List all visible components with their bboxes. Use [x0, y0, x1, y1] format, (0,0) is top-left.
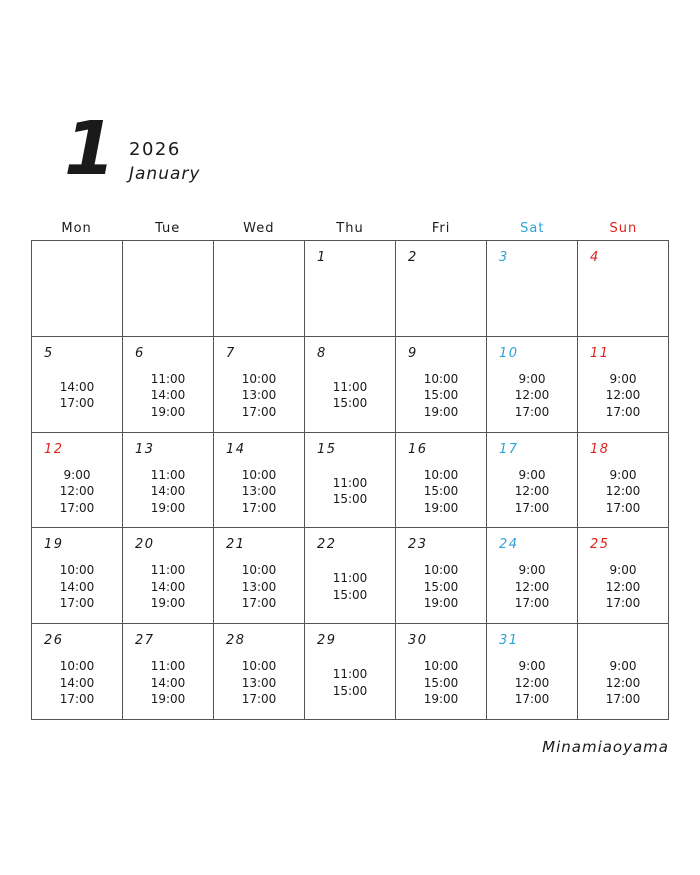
day-number: 11	[590, 345, 610, 361]
day-number: 20	[135, 537, 155, 553]
time-slot: 9:00	[518, 659, 546, 674]
calendar-cell	[578, 528, 669, 624]
time-slot: 17:00	[514, 596, 550, 611]
weekday-mon: Mon	[61, 221, 92, 236]
time-slot-list	[305, 666, 395, 699]
calendar-cell	[123, 337, 214, 433]
time-slot: 15:00	[423, 675, 459, 690]
calendar-cell	[214, 624, 305, 720]
day-number: 23	[408, 537, 428, 553]
time-slot: 17:00	[514, 500, 550, 515]
day-number: 5	[44, 345, 54, 361]
time-slot-list	[305, 379, 395, 412]
weekday-thu: Thu	[336, 221, 364, 236]
calendar-cell	[214, 433, 305, 529]
day-number: 17	[499, 441, 519, 457]
day-number: 13	[135, 441, 155, 457]
calendar-cell	[305, 241, 396, 337]
time-slot: 19:00	[423, 692, 459, 707]
time-slot: 9:00	[518, 371, 546, 386]
calendar-cell	[487, 528, 578, 624]
time-slot: 17:00	[605, 404, 641, 419]
time-slot-list	[214, 562, 304, 612]
time-slot: 19:00	[423, 596, 459, 611]
time-slot-list	[32, 379, 122, 412]
time-slot: 15:00	[332, 492, 368, 507]
calendar-cell	[32, 528, 123, 624]
day-number: 8	[317, 345, 327, 361]
time-slot: 19:00	[150, 596, 186, 611]
time-slot-list	[396, 371, 486, 421]
time-slot: 12:00	[605, 579, 641, 594]
time-slot-list	[578, 371, 668, 421]
time-slot: 17:00	[241, 692, 277, 707]
time-slot: 14:00	[150, 579, 186, 594]
calendar-cell	[578, 624, 669, 720]
time-slot: 10:00	[241, 659, 277, 674]
time-slot: 9:00	[609, 467, 637, 482]
time-slot: 17:00	[59, 396, 95, 411]
time-slot-list	[578, 562, 668, 612]
day-number: 12	[44, 441, 64, 457]
time-slot: 12:00	[605, 484, 641, 499]
time-slot: 10:00	[423, 371, 459, 386]
time-slot-list	[487, 371, 577, 421]
time-slot-list	[32, 658, 122, 708]
time-slot: 17:00	[59, 692, 95, 707]
calendar-cell	[396, 337, 487, 433]
time-slot: 12:00	[514, 675, 550, 690]
calendar-cell	[32, 433, 123, 529]
time-slot: 10:00	[241, 563, 277, 578]
time-slot: 10:00	[423, 563, 459, 578]
day-number: 1	[317, 250, 327, 265]
time-slot: 14:00	[150, 388, 186, 403]
time-slot: 12:00	[514, 484, 550, 499]
time-slot: 13:00	[241, 675, 277, 690]
time-slot-list	[487, 467, 577, 517]
day-number: 25	[590, 537, 610, 553]
calendar-cell	[123, 433, 214, 529]
weekday-sat: Sat	[520, 221, 545, 236]
time-slot: 10:00	[423, 467, 459, 482]
time-slot: 10:00	[241, 467, 277, 482]
time-slot: 19:00	[423, 500, 459, 515]
calendar-cell	[32, 624, 123, 720]
weekday-fri: Fri	[431, 221, 451, 236]
time-slot: 9:00	[518, 563, 546, 578]
location-label: Minamiaoyama	[542, 738, 669, 756]
day-number: 31	[499, 633, 519, 649]
time-slot: 9:00	[518, 467, 546, 482]
calendar-cell	[305, 624, 396, 720]
time-slot: 17:00	[59, 500, 95, 515]
time-slot: 10:00	[423, 659, 459, 674]
time-slot: 9:00	[63, 467, 91, 482]
day-number: 19	[44, 537, 64, 553]
day-number: 16	[408, 441, 428, 457]
day-number: 2	[408, 250, 418, 265]
time-slot-list	[487, 658, 577, 708]
time-slot: 17:00	[241, 404, 277, 419]
time-slot: 15:00	[332, 396, 368, 411]
calendar-grid	[31, 240, 669, 720]
day-number: 24	[499, 537, 519, 553]
day-number: 7	[226, 345, 236, 361]
time-slot: 11:00	[150, 563, 186, 578]
time-slot: 11:00	[332, 667, 368, 682]
time-slot: 13:00	[241, 579, 277, 594]
time-slot: 12:00	[605, 388, 641, 403]
time-slot: 17:00	[241, 500, 277, 515]
day-number: 10	[499, 345, 519, 361]
calendar-cell	[214, 337, 305, 433]
time-slot-list	[578, 658, 668, 708]
time-slot-list	[487, 562, 577, 612]
time-slot-list	[32, 467, 122, 517]
time-slot: 9:00	[609, 659, 637, 674]
time-slot-list	[123, 562, 213, 612]
weekday-tue: Tue	[155, 221, 181, 236]
weekday-sun: Sun	[609, 221, 638, 236]
day-number: 14	[226, 441, 246, 457]
calendar-cell	[123, 528, 214, 624]
day-number: 18	[590, 441, 610, 457]
time-slot: 12:00	[605, 675, 641, 690]
time-slot: 19:00	[150, 500, 186, 515]
calendar-cell	[32, 337, 123, 433]
day-number: 22	[317, 537, 337, 553]
time-slot: 17:00	[605, 692, 641, 707]
time-slot: 11:00	[332, 571, 368, 586]
time-slot: 10:00	[241, 371, 277, 386]
calendar-cell	[305, 337, 396, 433]
calendar-cell	[487, 624, 578, 720]
time-slot: 17:00	[241, 596, 277, 611]
calendar-cell	[578, 241, 669, 337]
time-slot: 11:00	[150, 659, 186, 674]
day-number: 30	[408, 633, 428, 649]
time-slot: 19:00	[150, 404, 186, 419]
calendar-cell	[578, 433, 669, 529]
calendar-cell	[123, 624, 214, 720]
calendar-cell	[487, 337, 578, 433]
day-number: 3	[499, 250, 509, 265]
time-slot-list	[305, 570, 395, 603]
day-number: 9	[408, 345, 418, 361]
calendar-cell	[487, 433, 578, 529]
time-slot: 17:00	[605, 596, 641, 611]
day-number: 4	[590, 250, 600, 265]
time-slot: 14:00	[59, 675, 95, 690]
time-slot: 12:00	[59, 484, 95, 499]
weekday-header-row	[31, 219, 669, 239]
calendar-cell	[396, 433, 487, 529]
calendar-cell	[396, 624, 487, 720]
day-number: 21	[226, 537, 246, 553]
time-slot-list	[123, 371, 213, 421]
time-slot: 13:00	[241, 484, 277, 499]
time-slot: 11:00	[150, 371, 186, 386]
calendar-cell	[396, 241, 487, 337]
time-slot: 17:00	[514, 404, 550, 419]
calendar-cell	[487, 241, 578, 337]
time-slot: 9:00	[609, 563, 637, 578]
time-slot: 14:00	[59, 579, 95, 594]
time-slot: 19:00	[150, 692, 186, 707]
time-slot: 9:00	[609, 371, 637, 386]
time-slot: 14:00	[59, 379, 95, 394]
time-slot: 19:00	[423, 404, 459, 419]
time-slot-list	[305, 475, 395, 508]
day-number: 15	[317, 441, 337, 457]
time-slot-list	[214, 658, 304, 708]
time-slot: 15:00	[423, 579, 459, 594]
time-slot-list	[123, 658, 213, 708]
time-slot: 14:00	[150, 484, 186, 499]
month-name: January	[129, 164, 201, 184]
day-number: 28	[226, 633, 246, 649]
time-slot: 15:00	[332, 587, 368, 602]
calendar-cell	[32, 241, 123, 337]
time-slot-list	[578, 467, 668, 517]
time-slot: 10:00	[59, 563, 95, 578]
time-slot: 11:00	[332, 475, 368, 490]
time-slot-list	[214, 467, 304, 517]
time-slot: 17:00	[514, 692, 550, 707]
calendar-cell	[123, 241, 214, 337]
time-slot: 11:00	[150, 467, 186, 482]
calendar-cell	[214, 528, 305, 624]
calendar-cell	[214, 241, 305, 337]
time-slot: 17:00	[605, 500, 641, 515]
day-number: 27	[135, 633, 155, 649]
calendar-cell	[396, 528, 487, 624]
time-slot-list	[396, 467, 486, 517]
time-slot-list	[123, 467, 213, 517]
time-slot-list	[396, 562, 486, 612]
time-slot: 12:00	[514, 388, 550, 403]
time-slot: 15:00	[332, 683, 368, 698]
time-slot-list	[396, 658, 486, 708]
calendar-cell	[578, 337, 669, 433]
time-slot: 17:00	[59, 596, 95, 611]
time-slot: 15:00	[423, 388, 459, 403]
time-slot: 12:00	[514, 579, 550, 594]
weekday-wed: Wed	[243, 221, 275, 236]
time-slot: 13:00	[241, 388, 277, 403]
time-slot: 11:00	[332, 379, 368, 394]
time-slot: 10:00	[59, 659, 95, 674]
day-number: 29	[317, 633, 337, 649]
time-slot-list	[214, 371, 304, 421]
calendar-cell	[305, 433, 396, 529]
day-number: 26	[44, 633, 64, 649]
month-number: 1	[64, 106, 116, 192]
year-label: 2026	[129, 139, 181, 160]
time-slot: 14:00	[150, 675, 186, 690]
time-slot: 15:00	[423, 484, 459, 499]
time-slot-list	[32, 562, 122, 612]
day-number: 6	[135, 345, 145, 361]
calendar-cell	[305, 528, 396, 624]
